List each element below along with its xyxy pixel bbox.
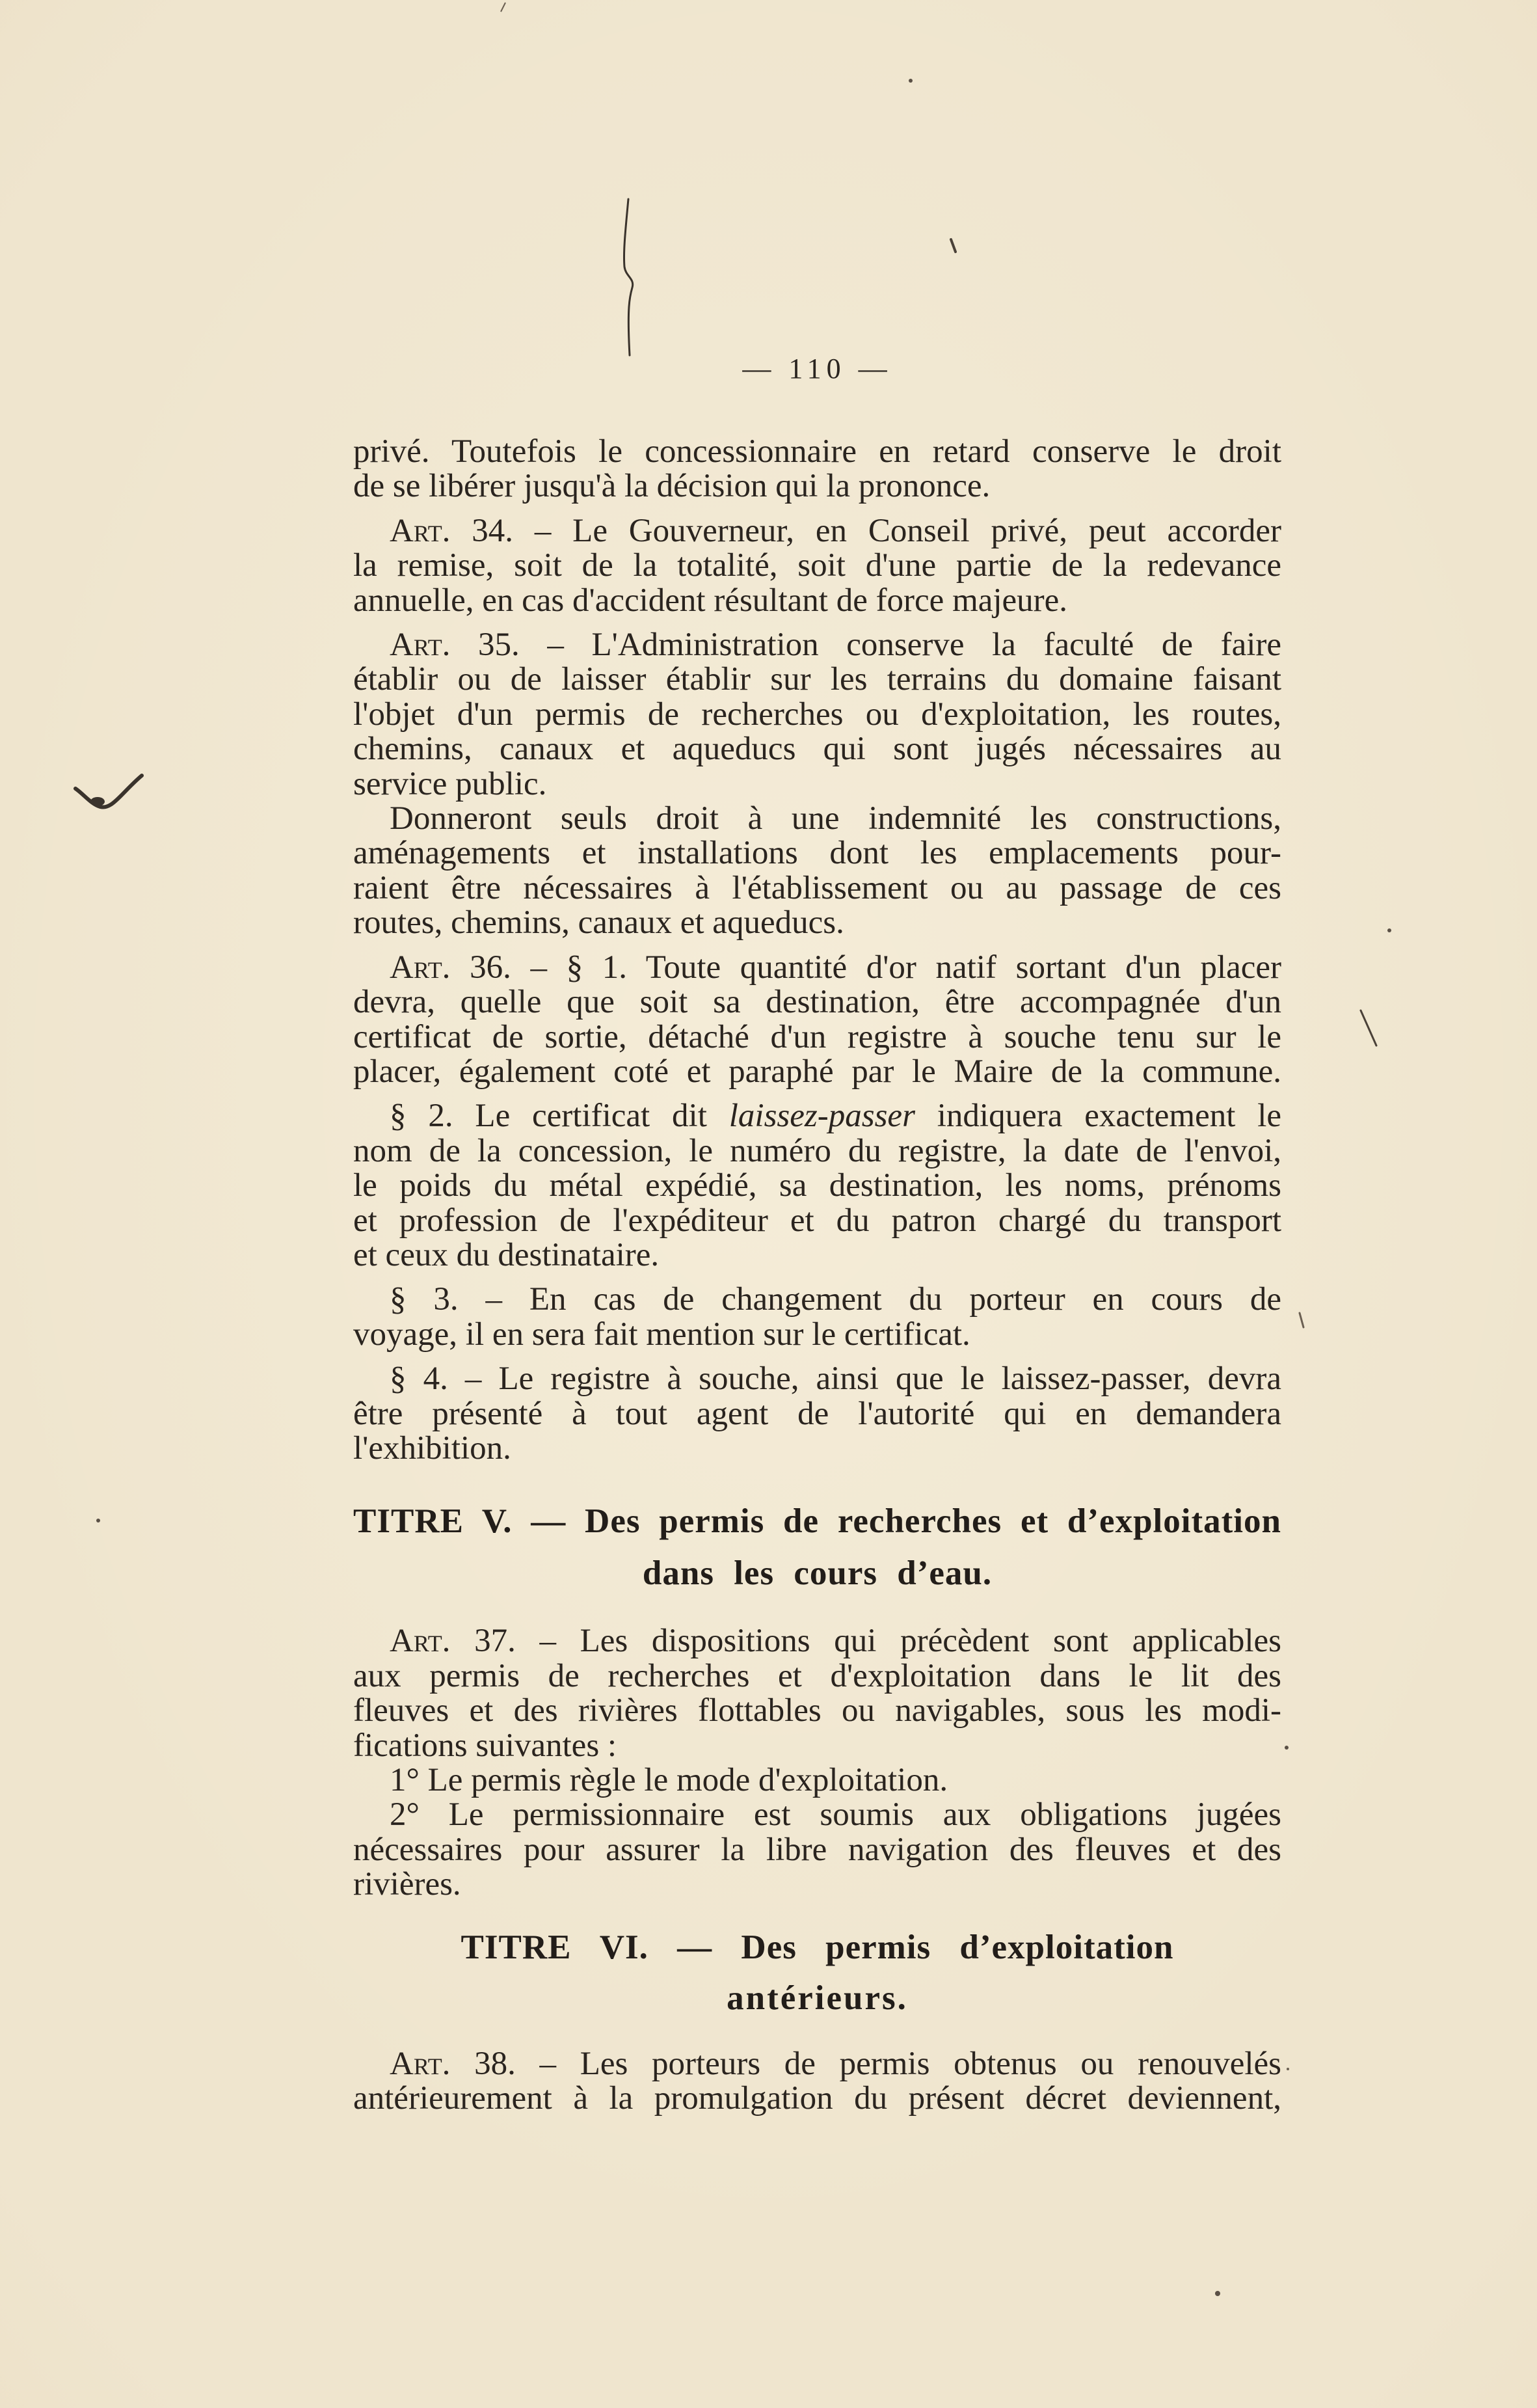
scan-speck [96, 1519, 100, 1522]
text-line: § 4. – Le registre à souche, ainsi que le laissez-passer, devra [390, 1360, 1281, 1398]
text-line: fleuves et des rivières flottables ou navigables, sous les modi- [353, 1692, 1281, 1729]
article-36-section-4 [353, 1362, 1281, 1466]
text-line [353, 1624, 1281, 1658]
text-line: annuelle, en cas d'accident résultant de force majeure. [353, 582, 1068, 619]
text-line: le poids du métal expédié, sa destination, les noms, prénoms [353, 1167, 1281, 1204]
article-label: Art. [390, 2045, 451, 2082]
text-line: Donneront seuls droit à une indemnité les constructions, [390, 800, 1281, 837]
text-line: et profession de l'expéditeur et du patron chargé du transport [353, 1202, 1281, 1239]
list-item: 1° Le permis règle le mode d'exploitation. [390, 1762, 948, 1798]
article-37 [353, 1624, 1281, 1902]
article-36-section-1 [353, 951, 1281, 1090]
text-line: aménagements et installations dont les emplacements pour- [353, 835, 1281, 872]
scan-speck [501, 3, 505, 12]
text-line: devra, quelle que soit sa destination, être accompagnée d'un [353, 984, 1281, 1021]
check-mark [75, 776, 142, 807]
text-line: privé. Toutefois le concessionnaire en retard conserve le droit [353, 433, 1281, 470]
text-line: être présenté à tout agent de l'autorité qui en demandera [353, 1395, 1281, 1432]
text-span: § 2. Le certificat dit [390, 1098, 707, 1135]
article-label: Art. [390, 949, 451, 986]
text-line: fications suivantes : [353, 1727, 617, 1764]
scan-speck [1285, 1746, 1289, 1750]
article-36-section-3 [353, 1282, 1281, 1352]
scan-speck [909, 79, 913, 83]
text-line: et ceux du destinataire. [353, 1236, 660, 1273]
text-line: l'exhibition. [353, 1429, 511, 1467]
article-36-section-2 [353, 1099, 1281, 1273]
text-span: 37. – Les dispositions qui précèdent sont applicables [474, 1623, 1282, 1660]
article-35-paragraph-2 [353, 802, 1281, 941]
text-line: aux permis de recherches et d'exploitation dans le lit des [353, 1657, 1281, 1694]
text-line: routes, chemins, canaux et aqueducs. [353, 904, 844, 941]
text-line: placer, également coté et paraphé par le Maire de la commune. [353, 1053, 1281, 1090]
text-line [353, 1099, 1281, 1133]
ink-blot [90, 797, 105, 806]
text-span: indiquera exactement le [937, 1098, 1282, 1135]
text-line: nécessaires pour assurer la libre navigation des fleuves et des [353, 1831, 1281, 1868]
text-span: 34. – Le Gouverneur, en Conseil privé, peut accorder [472, 512, 1281, 549]
text-line: nom de la concession, le numéro du registre, la date de l'envoi, [353, 1132, 1281, 1169]
article-35 [353, 628, 1281, 802]
text-line: rivières. [353, 1866, 461, 1903]
text-line: § 3. – En cas de changement du porteur en cours de [390, 1281, 1281, 1318]
text-span: 35. – L'Administration conserve la faculté de faire [478, 627, 1281, 664]
text-line: service public. [353, 765, 547, 802]
scan-speck [951, 239, 956, 252]
article-label: Art. [390, 512, 451, 549]
article-label: Art. [390, 1623, 451, 1660]
text-line [353, 951, 1281, 985]
text-line: raient être nécessaires à l'établissement ou au passage de ces [353, 869, 1281, 906]
paragraph-continuation [353, 435, 1281, 504]
page-number: — 110 — [742, 353, 892, 385]
article-38 [353, 2047, 1281, 2117]
section-heading: TITRE V. — Des permis de recherches et d’exploitation [353, 1502, 1281, 1541]
text-line: chemins, canaux et aqueducs qui sont jugés nécessaires au [353, 731, 1281, 768]
scan-speck [1287, 2068, 1289, 2070]
text-line: voyage, il en sera fait mention sur le certificat. [353, 1316, 970, 1353]
text-line [353, 2047, 1281, 2081]
italic-term: laissez-passer [728, 1098, 915, 1135]
scan-speck [1300, 1313, 1303, 1327]
page-text [353, 435, 1281, 2116]
text-line [353, 514, 1281, 548]
text-line: établir ou de laisser établir sur les terrains du domaine faisant [353, 661, 1281, 698]
text-line: l'objet d'un permis de recherches ou d'exploitation, les routes, [353, 696, 1281, 733]
section-heading-continued: dans les cours d’eau. [642, 1554, 993, 1593]
article-label: Art. [390, 627, 451, 664]
text-line: antérieurement à la promulgation du présent décret deviennent, [353, 2080, 1281, 2117]
pencil-stroke-mark [624, 199, 632, 355]
text-span: 36. – § 1. Toute quantité d'or natif sortant d'un placer [470, 949, 1282, 986]
scan-speck [1387, 928, 1391, 932]
text-line: certificat de sortie, détaché d'un registre à souche tenu sur le [353, 1018, 1281, 1055]
text-line [353, 628, 1281, 662]
section-heading-continued: antérieurs. [727, 1979, 908, 2017]
scan-speck [1215, 2291, 1220, 2296]
section-heading: TITRE VI. — Des permis d’exploitation [461, 1928, 1174, 1966]
article-34 [353, 514, 1281, 618]
text-line: de se libérer jusqu'à la décision qui la prononce. [353, 468, 991, 505]
list-item: 2° Le permissionnaire est soumis aux obligations jugées [390, 1796, 1281, 1833]
pencil-tick-mark [1361, 1010, 1376, 1046]
text-span: 38. – Les porteurs de permis obtenus ou renouvelés [474, 2045, 1281, 2082]
text-line: la remise, soit de la totalité, soit d'une partie de la redevance [353, 547, 1281, 584]
